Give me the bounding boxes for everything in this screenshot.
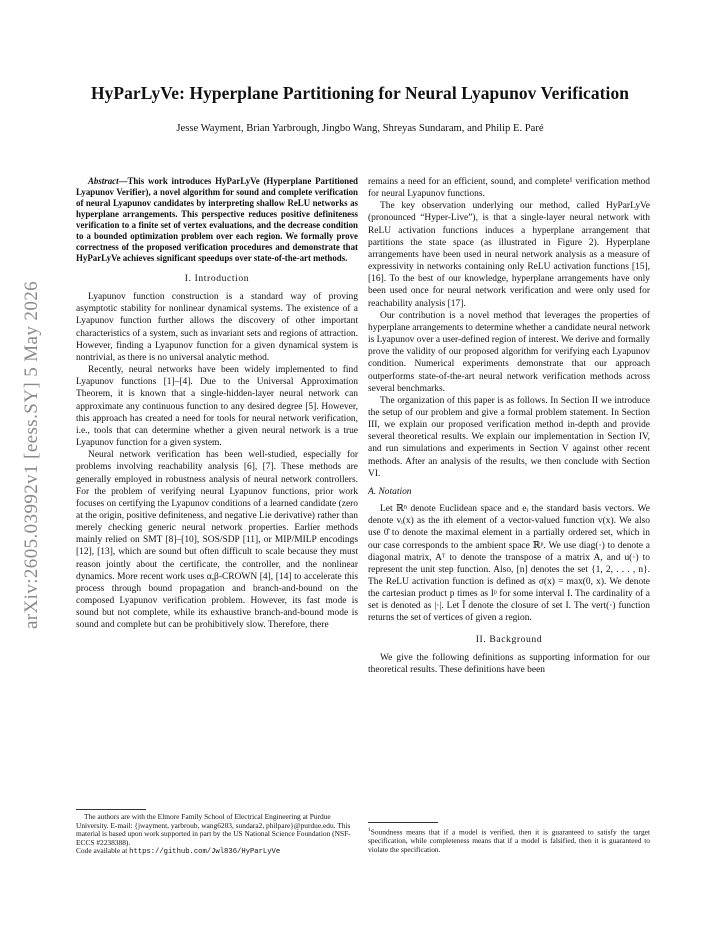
background-paragraph: We give the following definitions as supporting information for our theoretical results. These definitions have been bbox=[368, 652, 650, 675]
footnote-rule bbox=[76, 809, 146, 810]
section-heading-background: II. Background bbox=[475, 633, 543, 645]
paper-title: HyParLyVe: Hyperplane Partitioning for Neural Lyapunov Verification bbox=[90, 83, 630, 103]
intro-paragraph: Lyapunov function construction is a standard way of proving asymptotic stability for nonlinear dynamical systems. The existence of a Lyapunov function further allows the discovery of other important characteristics of a system, such as invariant sets and regions of attraction. However, finding a Lyapunov function for a given dynamical system is nontrivial, as there is no universal analytic method. bbox=[76, 292, 358, 363]
intro-paragraph: remains a need for an efficient, sound, and complete¹ verification method for neural Lyapunov functions. bbox=[368, 177, 650, 200]
abstract-body: This work introduces HyParLyVe (Hyperplane Partitioned Lyapunov Verifier), a novel algorithm for sound and complete verification of neural Lyapunov candidates by interpreting shallow ReLU networks as hyperplane arrangements. This perspective reduces positive definiteness verification to a finite set of vertex evaluations, and the decrease condition to a bounded optimization problem over each region. We formally prove correctness of the proposed verification procedures and demonstrate that HyParLyVe achieves significant speedups over state-of-the-art methods. bbox=[76, 176, 358, 263]
author-list: Jesse Wayment, Brian Yarbrough, Jingbo Wang, Shreyas Sundaram, and Philip E. Paré bbox=[176, 123, 544, 134]
affiliation-text: The authors are with the Elmore Family School of Electrical Engineering at Purdue University. E-mail: {jwayment, yarbroub, wang6203, sundara2, philpare}@purdue.edu. This material is based upon work supported in part by the US National Science Foundation (NSF-ECCS #2238388). bbox=[76, 812, 351, 847]
code-label: Code available at bbox=[76, 846, 128, 855]
intro-paragraph: Neural network verification has been well-studied, especially for problems involving reachability analysis [6], [7]. These methods are generally employed in robustness analysis of neural network controllers. For the problem of verifying neural Lyapunov functions, prior work focuses on certifying the Lyapunov conditions of a learned candidate (zero at the origin, positive definiteness, and negative Lie derivative) rather than merely checking generic neural network properties. Earlier methods mainly relied on SMT [8]–[10], SOS/SDP [11], or MIP/MILP encodings [12], [13], which are sound but often difficult to scale because they must reason jointly about the certificate, the controller, and the nonlinear dynamics. More recent work uses α,β-CROWN [4], [14] to accelerate this process through bound propagation and branch-and-bound on the composed Lyapunov verification problem. However, its fast mode is sound but not complete, while its exhaustive branch-and-bound mode is sound and complete but can be prohibitively slow. Therefore, there bbox=[76, 450, 358, 631]
abstract-lead: Abstract— bbox=[88, 176, 128, 186]
intro-paragraph: The key observation underlying our method, called HyParLyVe (pronounced “Hyper-Live”), is that a single-layer neural network with ReLU activation functions induces a hyperplane arrangement that partitions the state space (as illustrated in Figure 2). Hyperplane arrangements have been used in neural network analysis as a measure of expressivity in networks containing only ReLU activation functions [15], [16]. To the best of our knowledge, hyperplane arrangements have only been used once for neural network verification and were only used for reachability analysis [17]. bbox=[368, 201, 650, 309]
arxiv-stamp bbox=[14, 250, 50, 660]
subsection-heading-notation: A. Notation bbox=[368, 486, 412, 497]
affiliation-footnote bbox=[76, 813, 358, 857]
intro-paragraph: Our contribution is a novel method that leverages the properties of hyperplane arrangements to determine whether a candidate neural network is Lyapunov over a user-defined region of interest. We derive and formally prove the validity of our proposed algorithm for verifying each Lyapunov condition. Numerical experiments demonstrate that our approach outperforms state-of-the-art neural network verification methods across several benchmarks. bbox=[368, 310, 650, 394]
code-link[interactable]: https://github.com/Jwl836/HyParLyVe bbox=[129, 848, 281, 856]
section-heading-introduction: I. Introduction bbox=[184, 273, 250, 284]
left-column bbox=[76, 176, 358, 632]
footnote-text: Soundness means that if a model is verified, then it is guaranteed to satisfy the target specification, while completeness means that if a model is falsified, then it is guaranteed to violate the specification. bbox=[368, 827, 650, 854]
soundness-footnote bbox=[368, 826, 650, 854]
right-column bbox=[368, 176, 650, 676]
arxiv-stamp-text: arXiv:2605.03992v1 [eess.SY] 5 May 2026 bbox=[21, 280, 42, 630]
notation-paragraph: Let ℝⁿ denote Euclidean space and eᵢ the standard basis vectors. We denote vᵢ(x) as the ith element of a vector-valued function v(x). We also use 0̂ to denote the maximal element in a partially ordered set, which in our case corresponds to the ambient space ℝᵖ. We use diag(·) to denote a diagonal matrix, Aᵀ to denote the transpose of a matrix A, and u(·) to represent the unit step function. Also, [n] denotes the set {1, 2, . . . , n}. The ReLU activation function is defined as σ(x) = max(0, x). We denote the cartesian product p times as Iᵖ for some interval I. The cardinality of a set is denoted as |·|. Let Ī denote the closure of set I. The vert(·) function returns the set of vertices of given a region. bbox=[368, 504, 650, 624]
footnote-rule bbox=[368, 822, 438, 823]
abstract bbox=[76, 176, 358, 264]
intro-paragraph: The organization of this paper is as follows. In Section II we introduce the setup of our problem and give a formal problem statement. In Section III, we explain our proposed verification method in-depth and provide several theoretical results. We explain our implementation in Section IV, and run simulations and experiments in Section V against other recent methods. After an analysis of the results, we then conclude with Section VI. bbox=[368, 395, 650, 479]
footnote-marker: 1 bbox=[368, 827, 371, 833]
intro-paragraph: Recently, neural networks have been widely implemented to find Lyapunov functions [1]–[4]. Due to the Universal Approximation Theorem, it is known that a single-hidden-layer neural network can approximate any continuous function to any desired degree [5]. However, this approach has created a need for tools for neural network verification, i.e., tools that can determine whether a given neural network is a true Lyapunov function for a given system. bbox=[76, 365, 358, 449]
